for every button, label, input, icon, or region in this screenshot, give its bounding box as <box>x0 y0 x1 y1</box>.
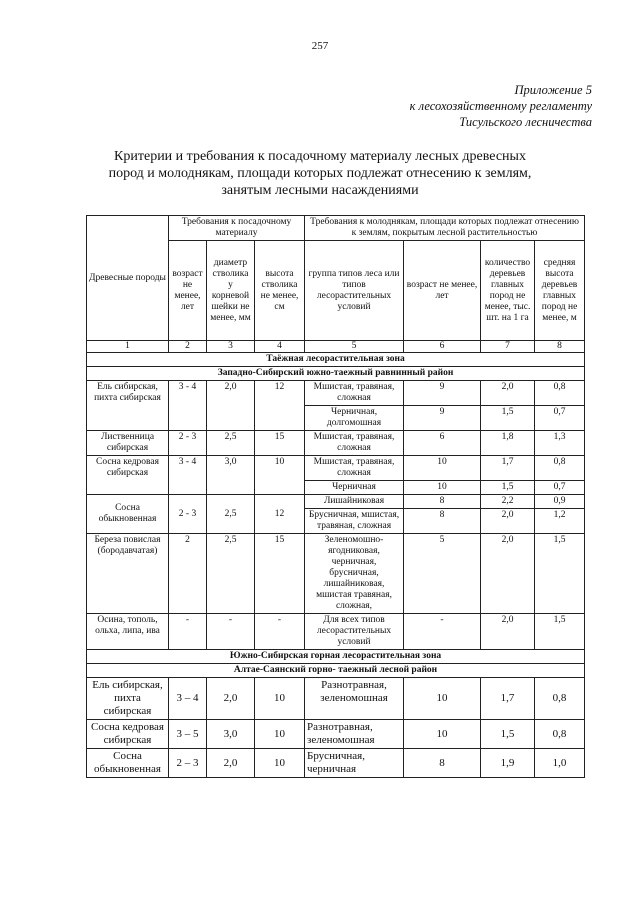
header-avg-height: средняя высота деревьев главных пород не менее, м <box>535 241 585 341</box>
species-cell: Ель сибирская, пихта сибирская <box>87 678 169 720</box>
table-row <box>87 534 585 614</box>
forest-type-cell: Брусничная, мшистая, травяная, сложная <box>305 509 404 534</box>
avg-height-cell: 1,5 <box>535 534 585 614</box>
species-cell: Осина, тополь, ольха, липа, ива <box>87 614 169 650</box>
avg-height-cell: 0,7 <box>535 406 585 431</box>
forest-type-cell: Черничная, долгомошная <box>305 406 404 431</box>
appendix-line: к лесохозяйственному регламенту <box>409 99 592 113</box>
age-cell: 2 <box>169 534 207 614</box>
table-row <box>87 456 585 481</box>
young-age-cell: 8 <box>404 749 481 778</box>
count-cell: 1,5 <box>481 481 535 495</box>
header-forest-type: группа типов леса или типов лесорастительных условий <box>305 241 404 341</box>
zone-heading: Южно-Сибирская горная лесорастительная зона <box>87 650 585 664</box>
avg-height-cell: 0,8 <box>535 381 585 406</box>
header-young-age: возраст не менее, лет <box>404 241 481 341</box>
forest-type-cell: Для всех типов лесорастительных условий <box>305 614 404 650</box>
height-cell: 10 <box>255 720 305 749</box>
diameter-cell: 2,0 <box>207 381 255 431</box>
avg-height-cell: 0,8 <box>535 456 585 481</box>
young-age-cell: 10 <box>404 720 481 749</box>
column-number: 7 <box>481 341 535 353</box>
table-row <box>87 720 585 749</box>
young-age-cell: 10 <box>404 481 481 495</box>
avg-height-cell: 1,2 <box>535 509 585 534</box>
avg-height-cell: 1,5 <box>535 614 585 650</box>
region-heading-row <box>87 664 585 678</box>
region-heading: Алтае-Саянский горно- таежный лесной район <box>87 664 585 678</box>
forest-type-cell: Разнотравная, зеленомошная <box>305 678 404 720</box>
avg-height-cell: 0,8 <box>535 720 585 749</box>
table-row <box>87 495 585 509</box>
species-cell: Сосна обыкновенная <box>87 749 169 778</box>
young-age-cell: 5 <box>404 534 481 614</box>
column-number: 8 <box>535 341 585 353</box>
header-age: возраст не менее, лет <box>169 241 207 341</box>
diameter-cell: - <box>207 614 255 650</box>
forest-type-cell: Разнотравная, зеленомошная <box>305 720 404 749</box>
avg-height-cell: 1,0 <box>535 749 585 778</box>
header-root-diameter: диаметр стволика у корневой шейки не менее, мм <box>207 241 255 341</box>
count-cell: 2,0 <box>481 381 535 406</box>
species-cell: Сосна кедровая сибирская <box>87 456 169 495</box>
header-species: Древесные породы <box>87 216 169 341</box>
height-cell: 10 <box>255 749 305 778</box>
young-age-cell: 9 <box>404 406 481 431</box>
table-row <box>87 614 585 650</box>
young-age-cell: 10 <box>404 456 481 481</box>
young-age-cell: - <box>404 614 481 650</box>
zone-heading: Таёжная лесорастительная зона <box>87 353 585 367</box>
count-cell: 2,0 <box>481 509 535 534</box>
age-cell: 2 – 3 <box>169 749 207 778</box>
height-cell: - <box>255 614 305 650</box>
header-planting-group: Требования к посадочному материалу <box>169 216 305 241</box>
count-cell: 1,5 <box>481 720 535 749</box>
page-number: 257 <box>311 40 329 52</box>
young-age-cell: 8 <box>404 509 481 534</box>
region-heading-row <box>87 367 585 381</box>
count-cell: 1,5 <box>481 406 535 431</box>
age-cell: 2 - 3 <box>169 431 207 456</box>
avg-height-cell: 0,8 <box>535 678 585 720</box>
diameter-cell: 2,0 <box>207 678 255 720</box>
count-cell: 2,0 <box>481 534 535 614</box>
age-cell: 2 - 3 <box>169 495 207 534</box>
young-age-cell: 6 <box>404 431 481 456</box>
species-cell: Ель сибирская, пихта сибирская <box>87 381 169 431</box>
criteria-table <box>86 215 585 778</box>
diameter-cell: 2,5 <box>207 495 255 534</box>
diameter-cell: 2,5 <box>207 534 255 614</box>
diameter-cell: 3,0 <box>207 456 255 495</box>
table-row <box>87 381 585 406</box>
zone-heading-row <box>87 353 585 367</box>
appendix-caption <box>410 82 592 130</box>
age-cell: 3 – 4 <box>169 678 207 720</box>
height-cell: 12 <box>255 381 305 431</box>
column-number: 4 <box>255 341 305 353</box>
diameter-cell: 2,0 <box>207 749 255 778</box>
diameter-cell: 2,5 <box>207 431 255 456</box>
young-age-cell: 10 <box>404 678 481 720</box>
table-row <box>87 431 585 456</box>
document-title: Критерии и требования к посадочному материалу лесных древесных пород и молоднякам, площади которых подлежат отнесению к землям, занятым лесными насаждениями <box>108 149 532 198</box>
column-number: 5 <box>305 341 404 353</box>
height-cell: 15 <box>255 534 305 614</box>
age-cell: 3 - 4 <box>169 381 207 431</box>
count-cell: 1,7 <box>481 456 535 481</box>
header-stem-height: высота стволика не менее, см <box>255 241 305 341</box>
table-row <box>87 678 585 720</box>
header-main-count: количество деревьев главных пород не менее, тыс. шт. на 1 га <box>481 241 535 341</box>
column-number-row <box>87 341 585 353</box>
species-cell: Сосна обыкновенная <box>87 495 169 534</box>
forest-type-cell: Мшистая, травяная, сложная <box>305 456 404 481</box>
avg-height-cell: 0,7 <box>535 481 585 495</box>
height-cell: 10 <box>255 456 305 495</box>
avg-height-cell: 1,3 <box>535 431 585 456</box>
species-cell: Лиственница сибирская <box>87 431 169 456</box>
young-age-cell: 8 <box>404 495 481 509</box>
forest-type-cell: Брусничная, черничная <box>305 749 404 778</box>
forest-type-cell: Мшистая, травяная, сложная <box>305 431 404 456</box>
young-age-cell: 9 <box>404 381 481 406</box>
count-cell: 2,0 <box>481 614 535 650</box>
appendix-line: Приложение 5 <box>514 83 592 97</box>
region-heading: Западно-Сибирский южно-таежный равнинный район <box>87 367 585 381</box>
forest-type-cell: Зеленомошно-ягодниковая, черничная, брусничная, лишайниковая, мшистая травяная, сложная, <box>305 534 404 614</box>
column-number: 6 <box>404 341 481 353</box>
header-row <box>87 216 585 241</box>
height-cell: 15 <box>255 431 305 456</box>
diameter-cell: 3,0 <box>207 720 255 749</box>
age-cell: 3 - 4 <box>169 456 207 495</box>
avg-height-cell: 0,9 <box>535 495 585 509</box>
species-cell: Береза повислая (бородавчатая) <box>87 534 169 614</box>
age-cell: - <box>169 614 207 650</box>
count-cell: 1,8 <box>481 431 535 456</box>
column-number: 2 <box>169 341 207 353</box>
column-number: 1 <box>87 341 169 353</box>
zone-heading-row <box>87 650 585 664</box>
header-young-group: Требования к молоднякам, площади которых подлежат отнесению к землям, покрытым лесной растительностью <box>305 216 585 241</box>
height-cell: 12 <box>255 495 305 534</box>
forest-type-cell: Мшистая, травяная, сложная <box>305 381 404 406</box>
species-cell: Сосна кедровая сибирская <box>87 720 169 749</box>
height-cell: 10 <box>255 678 305 720</box>
forest-type-cell: Черничная <box>305 481 404 495</box>
count-cell: 1,7 <box>481 678 535 720</box>
appendix-line: Тисульского лесничества <box>459 115 592 129</box>
count-cell: 1,9 <box>481 749 535 778</box>
forest-type-cell: Лишайниковая <box>305 495 404 509</box>
table-row <box>87 749 585 778</box>
column-number: 3 <box>207 341 255 353</box>
count-cell: 2,2 <box>481 495 535 509</box>
age-cell: 3 – 5 <box>169 720 207 749</box>
